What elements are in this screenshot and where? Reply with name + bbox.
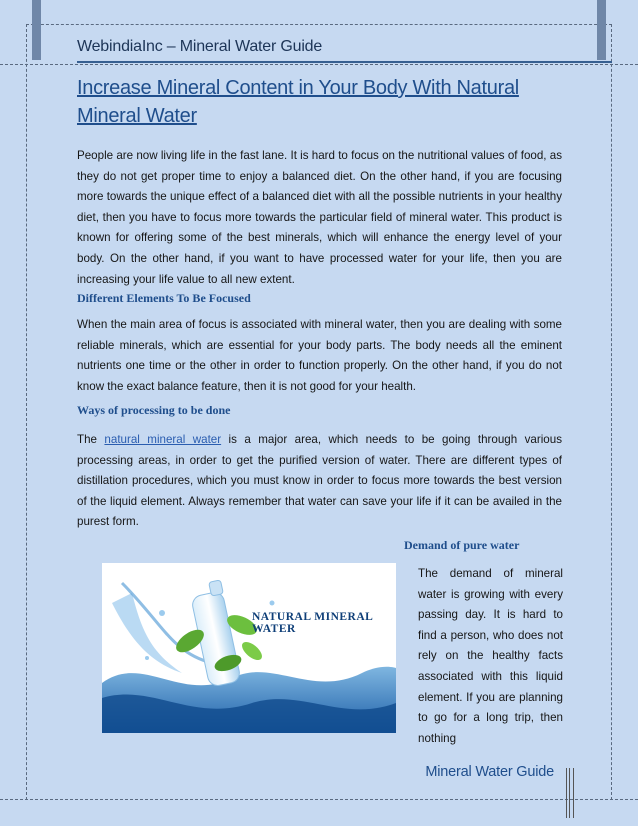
footer-decor-line-2 [569, 768, 570, 818]
header-dash-line [0, 64, 638, 65]
header-title: WebindiaInc – Mineral Water Guide [77, 38, 323, 55]
intro-paragraph: People are now living life in the fast lane. It is hard to focus on the nutritional values of food, as they do not get proper time to enjoy a balanced diet. On the other hand, if you are focusing more towards the unique effect of a balanced diet with all the possible nutrients in your healthy diet, then you have to focus more towards the particular field of mineral water. This product is known for offering some of the best minerals, which will enhance the energy level of your body. On the other hand, if you want to have processed water for your life, then you are increasing your life value to all new extent. [77, 149, 562, 286]
section2-paragraph [77, 430, 562, 533]
page-border-right [611, 24, 612, 800]
left-decor-bar [32, 0, 41, 60]
footer-decor-line-3 [573, 768, 574, 818]
section2-prefix: The [77, 433, 105, 446]
page-border-bottom [0, 799, 638, 800]
section1-heading: Different Elements To Be Focused [77, 291, 251, 305]
section1-paragraph: When the main area of focus is associated with mineral water, then you are dealing with some reliable minerals, which are essential for your body parts. The body needs all the eminent nutrients one time or the other in order to function properly. On the other hand, if you do not know the exact balance feature, then it is not good for your health. [77, 318, 562, 393]
section2-heading: Ways of processing to be done [77, 403, 231, 417]
page-title: Increase Mineral Content in Your Body With Natural Mineral Water [77, 77, 519, 127]
page-border-left [26, 24, 27, 800]
footer-decor-line-1 [566, 768, 567, 818]
image-caption: NATURAL MINERAL WATER [252, 611, 373, 635]
mineral-water-image [102, 563, 396, 733]
section3-paragraph: The demand of mineral water is growing with every passing day. It is hard to find a person, who does not rely on the healthy facts associated with this liquid element. If you are planning to go for a long trip, then nothing [418, 567, 563, 745]
header-rule [77, 61, 612, 63]
footer-title: Mineral Water Guide [425, 764, 554, 780]
section2-suffix: is a major area, which needs to be going through various processing areas, in order to get the purified version of water. There are different types of distillation procedures, which you must know in order to focus more towards the best version of the liquid element. Always remember that water can save your life if it can be availed in the purest form. [77, 433, 562, 529]
right-decor-bar [597, 0, 606, 60]
water-splash-illustration [102, 563, 396, 733]
page-border-top [26, 24, 612, 25]
natural-mineral-water-link[interactable]: natural mineral water [104, 433, 222, 446]
section3-heading: Demand of pure water [404, 538, 520, 552]
